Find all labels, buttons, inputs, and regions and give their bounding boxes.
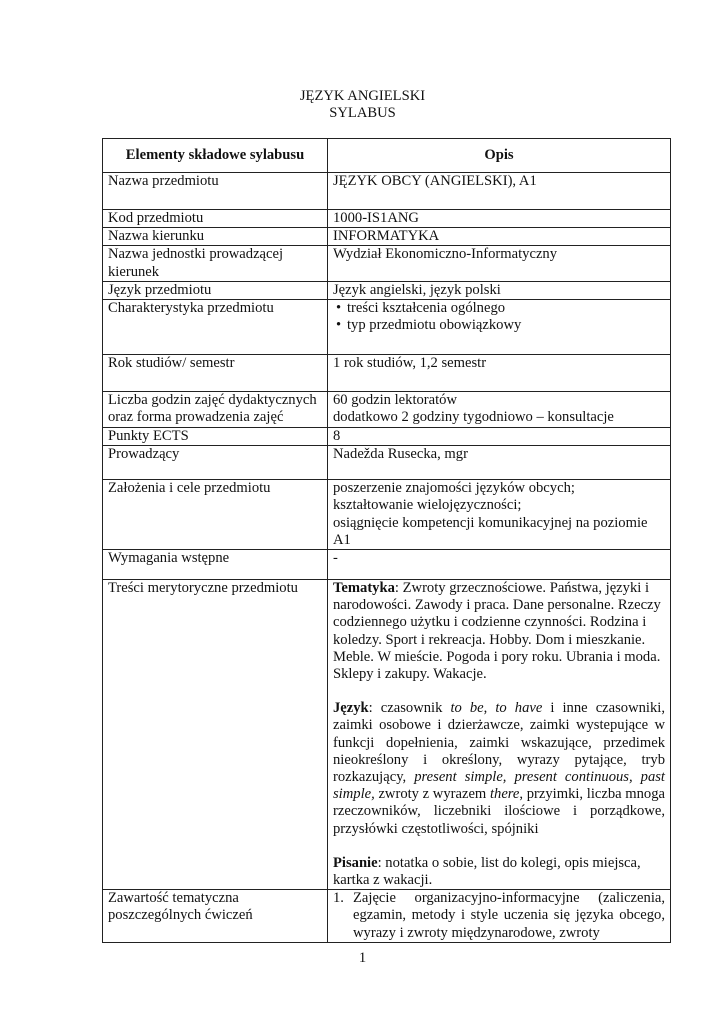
list-item: • treści kształcenia ogólnego <box>333 300 665 317</box>
goal-line: osiągnięcie kompetencji komunikacyjnej na poziomie A1 <box>333 514 648 548</box>
goal-line: kształtowanie wielojęzyczności; <box>333 497 522 514</box>
document-subtitle: SYLABUS <box>329 105 396 121</box>
language-text: zwroty z wyrazem <box>374 786 490 803</box>
item-number: 1. <box>333 890 344 907</box>
characteristics-list <box>333 300 665 334</box>
row-value: - <box>328 550 671 580</box>
language-term: present simple, present continuous, past simple, <box>333 769 665 803</box>
row-label: Zawartość tematyczna poszczególnych ćwiczeń <box>103 890 328 943</box>
row-value: 1000-IS1ANG <box>328 210 671 228</box>
language-text: , przyimki, liczba mnoga rzeczowników, liczebniki ilościowe i porządkowe, przysłówki częstotliwości, spójniki <box>333 786 665 837</box>
row-label: Nazwa kierunku <box>103 228 328 246</box>
topics-paragraph <box>333 580 665 683</box>
header-col-description: Opis <box>328 139 671 173</box>
topics-label: Tematyka <box>333 580 395 597</box>
language-label: Język <box>333 700 369 717</box>
table-row <box>103 580 671 890</box>
language-text: : czasownik <box>368 700 451 717</box>
row-value: 8 <box>328 428 671 446</box>
goal-line: poszerzenie znajomości języków obcych; <box>333 480 575 497</box>
table-row <box>103 550 671 580</box>
row-label: Nazwa jednostki prowadzącej kierunek <box>103 246 328 281</box>
table-row <box>103 300 671 355</box>
table-row <box>103 480 671 550</box>
topics-text: : Zwroty grzecznościowe. Państwa, języki i narodowości. Zawody i praca. Dane personalne. Rzeczy codziennego użytku i codzienne czynności. Rodzina i koledzy. Sport i rekreacja. Hobby. Dom i mieszkanie. Meble. W mieście. Pogoda i pory roku. Ubrania i moda. Sklepy i zakupy. Wakacje. <box>333 580 661 683</box>
row-value: Język angielski, język polski <box>328 281 671 299</box>
syllabus-table <box>102 138 671 943</box>
language-term: there <box>489 786 520 803</box>
table-row <box>103 392 671 428</box>
list-item <box>333 890 665 942</box>
table-row <box>103 428 671 446</box>
row-label: Charakterystyka przedmiotu <box>103 300 328 355</box>
row-label: Założenia i cele przedmiotu <box>103 480 328 550</box>
table-row <box>103 890 671 943</box>
header-col-elements: Elementy składowe sylabusu <box>103 139 328 173</box>
writing-text: : notatka o sobie, list do kolegi, opis miejsca, kartka z wakacji. <box>333 854 641 889</box>
language-text: , <box>483 700 496 717</box>
document-title: JĘZYK ANGIELSKI <box>299 88 426 104</box>
row-label: Wymagania wstępne <box>103 550 328 580</box>
row-value <box>328 580 671 890</box>
language-term: to be <box>450 700 484 717</box>
table-row <box>103 246 671 281</box>
row-value: INFORMATYKA <box>328 228 671 246</box>
list-item: • typ przedmiotu obowiązkowy <box>333 317 665 334</box>
row-label: Nazwa przedmiotu <box>103 173 328 210</box>
row-label: Punkty ECTS <box>103 428 328 446</box>
row-label: Prowadzący <box>103 446 328 480</box>
row-label: Rok studiów/ semestr <box>103 355 328 392</box>
writing-paragraph <box>333 855 665 889</box>
writing-label: Pisanie <box>333 854 378 871</box>
row-label: Język przedmiotu <box>103 281 328 299</box>
language-term: to have <box>495 700 543 717</box>
row-label: Kod przedmiotu <box>103 210 328 228</box>
row-value: Nadežda Rusecka, mgr <box>328 446 671 480</box>
row-value <box>328 480 671 550</box>
table-header-row <box>103 139 671 173</box>
row-value: Wydział Ekonomiczno-Informatyczny <box>328 246 671 281</box>
page-number: 1 <box>358 950 367 966</box>
language-text: i inne czasowniki, zaimki osobowe i dzierżawcze, zaimki wystepujące w funkcji dopełnienia, zaimki wskazujące, przedimek nieokreślony i określony, wyrazy pytające, tryb rozkazujący, <box>333 700 665 786</box>
table-row <box>103 446 671 480</box>
exercises-list <box>333 890 665 942</box>
table-row <box>103 355 671 392</box>
language-paragraph <box>333 700 665 838</box>
row-value <box>328 890 671 943</box>
row-label: Liczba godzin zajęć dydaktycznych oraz forma prowadzenia zajęć <box>103 392 328 428</box>
row-label: Treści merytoryczne przedmiotu <box>103 580 328 890</box>
row-value <box>328 392 671 428</box>
table-row <box>103 173 671 210</box>
table-row <box>103 281 671 299</box>
hours-line: 60 godzin lektoratów <box>333 392 458 409</box>
consultation-line: dodatkowo 2 godziny tygodniowo – konsultacje <box>333 409 614 426</box>
item-text: Zajęcie organizacyjno-informacyjne (zaliczenia, egzamin, metody i style uczenia się języka obcego, wyrazy i zwroty międzynarodowe, zwroty <box>353 890 665 941</box>
table-row <box>103 210 671 228</box>
row-value: JĘZYK OBCY (ANGIELSKI), A1 <box>328 173 671 210</box>
table-row <box>103 228 671 246</box>
row-value <box>328 300 671 355</box>
row-value: 1 rok studiów, 1,2 semestr <box>328 355 671 392</box>
